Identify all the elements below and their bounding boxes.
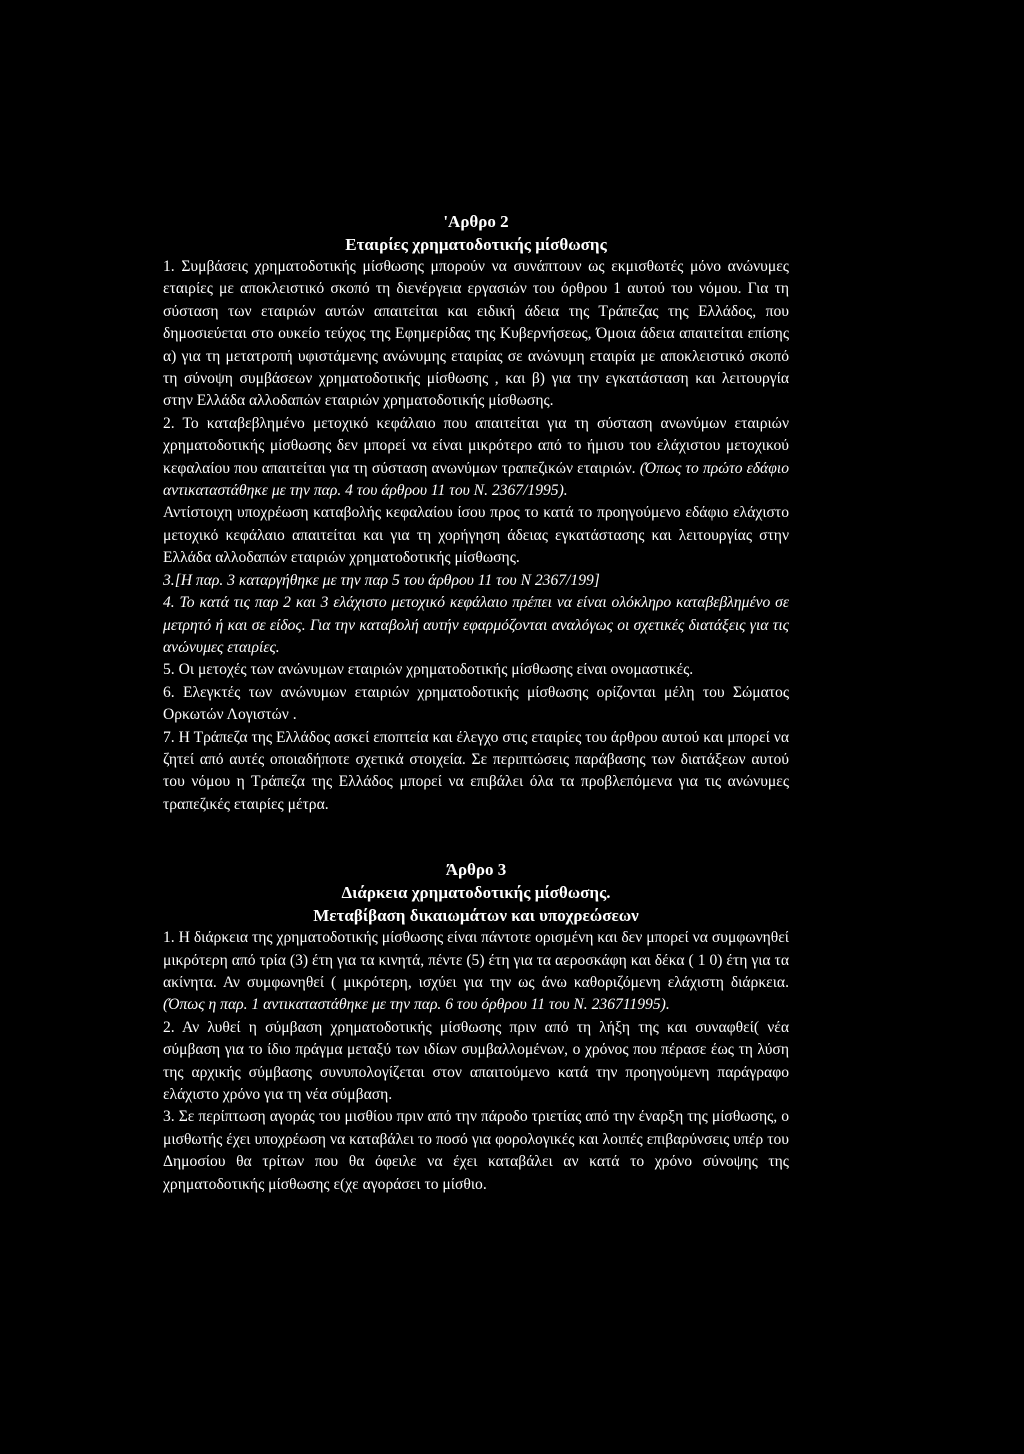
article-2-paragraph-3: 3.[Η παρ. 3 καταργήθηκε με την παρ 5 του άρθρου 11 του Ν 2367/199]	[163, 571, 600, 589]
article-3-paragraph-2: 2. Αν λυθεί η σύμβαση χρηματοδοτικής μίσθωσης πριν από τη λήξη της και συναφθεί( νέα σύμβαση για το ίδιο πράγμα μεταξύ των ιδίων συμβαλλομένων, ο χρόνος που πέρασε έως τη λύση της αρχικής σύμβασης συνυπολογίζεται στον απαιτούμενο κατά την προηγούμενη παράγραφο ελάχιστο χρόνο για τη νέα σύμβαση.	[163, 1018, 789, 1103]
article-3-title: Άρθρο 3	[445, 860, 507, 880]
article-2-title: 'Αρθρο 2	[443, 212, 509, 231]
article-2-paragraph-5: 5. Οι μετοχές των ανώνυμων εταιριών χρηματοδοτικής μίσθωσης είναι ονομαστικές.	[163, 661, 694, 679]
article-2-paragraph-2-text: 2. Το καταβεβλημένο μετοχικό κεφάλαιο που απαιτείται για τη σύσταση ανωνύμων εταιριών χρηματοδοτικής μίσθωσης δεν μπορεί να είναι μικρότερο από το ήμισυ του ελάχιστου μετοχικού κεφαλαίου που απαιτείται για τη σύσταση ανωνύμων τραπεζικών εταιριών.	[163, 414, 789, 477]
article-3-subtitle-duration: Διάρκεια χρηματοδοτικής μίσθωσης.	[341, 883, 611, 903]
section-spacer	[163, 816, 789, 858]
article-2-paragraph-6: 6. Ελεγκτές των ανώνυμων εταιριών χρηματοδοτικής μίσθωσης ορίζονται μέλη του Σώματος Ορκωτών Λογιστών .	[163, 683, 789, 724]
article-2-paragraph-2-amendment-note: (Όπως το πρώτο εδάφιο αντικαταστάθηκε με την παρ. 4 του άρθρου 11 του Ν. 2367/1995).	[163, 459, 789, 500]
article-3-paragraph-1-amendment-note: (Όπως η παρ. 1 αντικαταστάθηκε με την παρ. 6 του όρθρου 11 του Ν. 236711995).	[163, 996, 670, 1014]
article-2-paragraph-2-continued: Αντίστοιχη υποχρέωση καταβολής κεφαλαίου ίσου προς το κατά το προηγούμενο εδάφιο ελάχιστο μετοχικό κεφάλαιο απαιτείται και για τη χορήγηση άδειας εγκατάστασης και λειτουργίας στην Ελλάδα αλλοδαπών εταιριών χρηματοδοτικής μίσθωσης.	[163, 504, 789, 567]
article-2-paragraph-4: 4. Το κατά τις παρ 2 και 3 ελάχιστο μετοχικό κεφάλαιο πρέπει να είναι ολόκληρο καταβεβλημένο σε μετρητό ή και σε είδος. Για την καταβολή αυτήν εφαρμόζονται αναλόγως οι σχετικές διατάξεις για τις ανώνυμες εταιρίες.	[163, 594, 789, 656]
article-3-paragraph-1	[163, 927, 789, 1017]
document-page	[163, 204, 789, 1196]
article-2-paragraph-1: 1. Συμβάσεις χρηματοδοτικής μίσθωσης μπορούν να συνάπτουν ως εκμισθωτές μόνο ανώνυμες εταιρίες με αποκλειστικό σκοπό τη διενέργεια εργασιών του όρθρου 1 αυτού του νόμου. Για τη σύσταση των εταιριών αυτών απαιτείται και ειδική άδεια της Τράπεζας της Ελλάδος, που δημοσιεύεται στο ουκείο τεύχος της Εφημερίδας της Κυβερνήσεως, Όμοια άδεια απαιτείται επίσης α) για τη μετατροπή υφιστάμενης ανώνυμης εταιρίας σε ανώνυμη εταιρία με αποκλειστικό σκοπό τη σύνοψη συμβάσεων χρηματοδοτικής μίσθωσης , και β) για την εγκατάσταση και λειτουργία στην Ελλάδα αλλοδαπών εταιριών χρηματοδοτικής μίσθωσης.	[163, 258, 789, 410]
article-3	[163, 858, 789, 1196]
article-2-paragraph-7: 7. Η Τράπεζα της Ελλάδος ασκεί εποπτεία και έλεγχο στις εταιρίες του άρθρου αυτού και μπορεί να ζητεί από αυτές οποιαδήποτε σχετικά στοιχεία. Σε περιπτώσεις παράβασης των διατάξεων αυτού του νόμου η Τράπεζα της Ελλάδος μπορεί να επιβάλει όλα τα προβλεπόμενα για τις ανώνυμες τραπεζικές εταιρίες μέτρα.	[163, 728, 789, 813]
article-2-subtitle: Εταιρίες χρηματοδοτικής μίσθωσης	[345, 235, 607, 254]
article-2-paragraph-2	[163, 413, 789, 503]
article-3-subtitle-transfer: Μεταβίβαση δικαιωμάτων και υποχρεώσεων	[313, 906, 639, 926]
article-2	[163, 210, 789, 816]
article-3-paragraph-3: 3. Σε περίπτωση αγοράς του μισθίου πριν από την πάροδο τριετίας από την έναρξη της μίσθωσης, ο μισθωτής έχει υποχρέωση να καταβάλει το ποσό για φορολογικές και λοιπές επιβαρύνσεις υπέρ του Δημοσίου θα τρίτων που θα όφειλε να έχει καταβάλει αν κατά το χρόνο σύνοψης της χρηματοδοτικής μίσθωσης ε(χε αγοράσει το μίσθιο.	[163, 1108, 789, 1193]
article-3-paragraph-1-text: 1. Η διάρκεια της χρηματοδοτικής μίσθωσης είναι πάντοτε ορισμένη και δεν μπορεί να συμφωνηθεί μικρότερη από τρία (3) έτη για τα κινητά, πέντε (5) έτη για τα αεροσκάφη και δέκα ( 1 0) έτη για τα ακίνητα. Αν συμφωνηθεί ( μικρότερη, ισχύει για την ως άνω καθοριζόμενη ελάχιστη διάρκεια.	[163, 929, 789, 991]
